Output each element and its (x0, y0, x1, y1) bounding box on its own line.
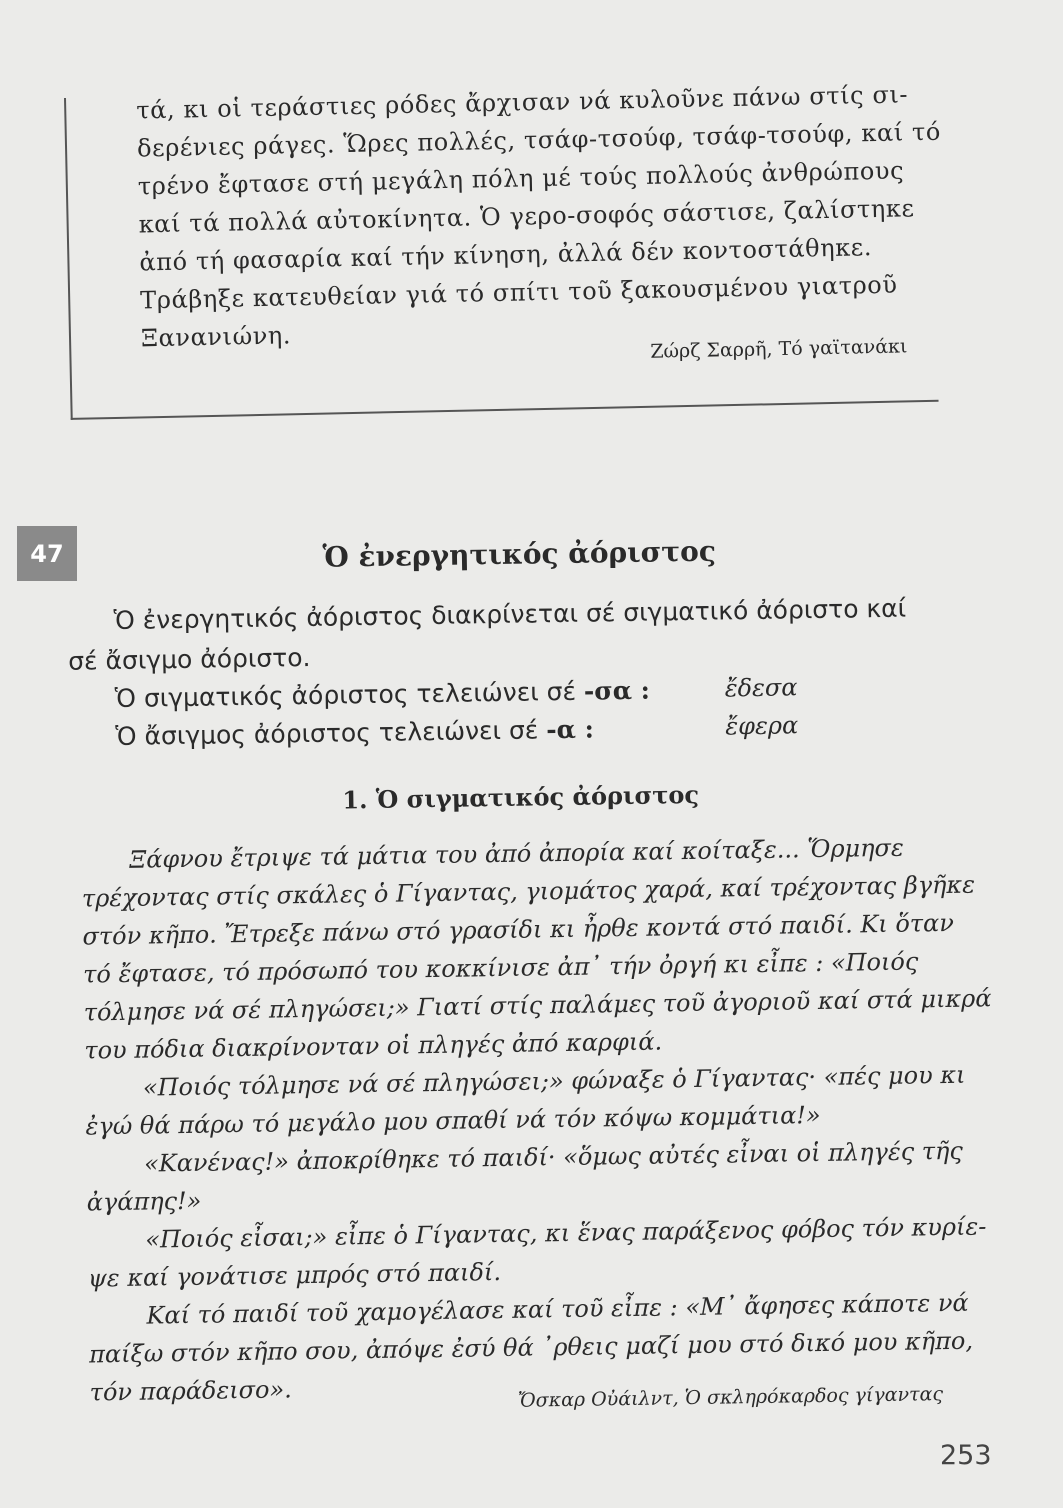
story-line: τρέχοντας στίς σκάλες ὁ Γίγαντας, γιομάτος χαρά, καί τρέχοντας βγῆκε (81, 870, 976, 913)
story-line: τό ἔφτασε, τό πρόσωπό του κοκκίνισε ἀπ᾿ τήν ὀργή κι εἶπε : «Ποιός (82, 947, 919, 989)
story-line: ἐγώ θά πάρω τό μεγάλο μου σπαθί νά τόν κόψω κομμάτια!» (85, 1100, 821, 1141)
story-line: Καί τό παιδί τοῦ χαμογέλασε καί τοῦ εἶπε : «Μ᾿ ἄφησες κάποτε νά (146, 1288, 969, 1330)
rule-example: ἔδεσα (724, 673, 798, 703)
excerpt-line: τά, κι οἱ τεράστιες ρόδες ἄρχισαν νά κυλοῦνε πάνω στίς σι- (135, 80, 909, 125)
rule-suffix: -α : (546, 714, 595, 745)
excerpt-attribution: Ζώρζ Σαρρῆ, Τό γαϊτανάκι (650, 335, 908, 363)
excerpt-line: Ξανανιώνη. (140, 321, 292, 353)
story-line: τόν παράδεισο». (89, 1375, 293, 1407)
story-line: Ξάφνου ἔτριψε τά μάτια του ἀπό ἀπορία καί κοίταξε... Ὅρμησε (129, 833, 905, 874)
rule-suffix: -σα : (583, 675, 651, 706)
story-line: «Κανένας!» ἀποκρίθηκε τό παιδί· «ὅμως αὐτές εἶναι οἱ πληγές τῆς (143, 1136, 964, 1178)
excerpt-line: Τράβηξε κατευθείαν γιά τό σπίτι τοῦ ξακουσμένου γιατροῦ (139, 270, 898, 315)
story-line: στόν κῆπο. Ἔτρεξε πάνω στό γρασίδι κι ἦρθε κοντά στό παιδί. Κι ὅταν (82, 908, 955, 951)
page-number: 253 (940, 1440, 992, 1471)
story-line: «Ποιός εἶσαι;» εἶπε ὁ Γίγαντας, κι ἕνας παράξενος φόβος τόν κυρίε- (145, 1212, 987, 1254)
story-line: του πόδια διακρίνονταν οἱ πληγές ἀπό καρφιά. (84, 1027, 663, 1065)
story-line: παίξω στόν κῆπο σου, ἀπόψε ἐσύ θά ᾿ρθεις μαζί μου στό δικό μου κῆπο, (88, 1326, 974, 1369)
rule-text: Ὁ ἄσιγμος ἀόριστος τελειώνει σέ (115, 715, 539, 752)
rule-text: Ὁ σιγματικός ἀόριστος τελειώνει σέ (114, 676, 577, 714)
story-attribution: Ὄσκαρ Οὐάιλντ, Ὁ σκληρόκαρδος γίγαντας (517, 1383, 944, 1412)
story-line: «Ποιός τόλμησε νά σέ πληγώσει;» φώναξε ὁ Γίγαντας· «πές μου κι (142, 1060, 966, 1102)
story-line: ψε καί γονάτισε μπρός στό παιδί. (87, 1258, 502, 1293)
lesson-title: Ὁ ἐνεργητικός ἀόριστος (322, 534, 717, 574)
lesson-number-badge: 47 (17, 526, 77, 581)
story-line: ἀγάπης!» (86, 1186, 202, 1217)
excerpt-line: ἀπό τή φασαρία καί τήν κίνηση, ἀλλά δέν κοντοστάθηκε. (139, 233, 873, 277)
rule-asigmatic (115, 715, 594, 752)
excerpt-line: καί τά πολλά αὐτοκίνητα. Ὁ γερο-σοφός σάστισε, ζαλίστηκε (138, 194, 915, 239)
excerpt-line: τρένο ἔφτασε στή μεγάλη πόλη μέ τούς πολλούς ἀνθρώπους (137, 156, 905, 201)
rule-sigmatic (115, 676, 651, 713)
rule-example: ἔφερα (725, 711, 799, 741)
story-line: τόλμησε νά σέ πληγώσει;» Γιατί στίς παλάμες τοῦ ἀγοριοῦ καί στά μικρά (83, 984, 992, 1027)
subsection-title: 1. Ὁ σιγματικός ἀόριστος (342, 779, 700, 815)
intro-line: Ὁ ἐνεργητικός ἀόριστος διακρίνεται σέ σιγματικό ἀόριστο καί (113, 593, 907, 636)
intro-line: σέ ἄσιγμο ἀόριστο. (67, 642, 311, 676)
excerpt-line: δερένιες ράγες. Ὥρες πολλές, τσάφ-τσούφ, τσάφ-τσούφ, καί τό (136, 117, 942, 163)
